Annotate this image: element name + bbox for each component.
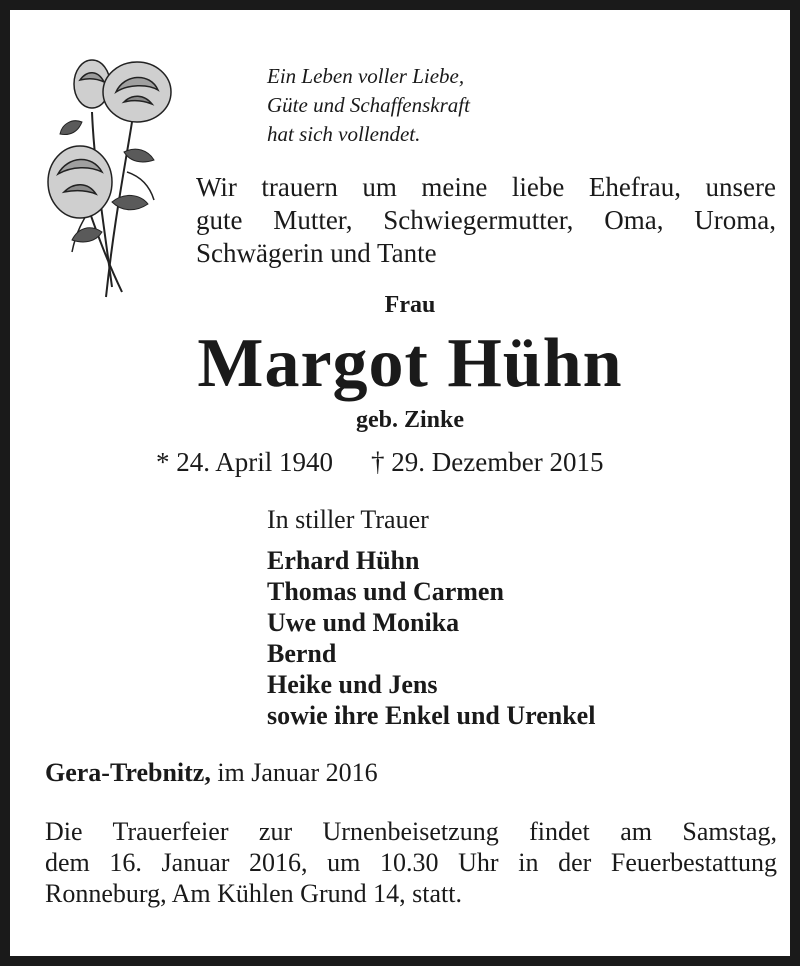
place-date [45, 758, 378, 788]
mourner-name: Uwe und Monika [267, 608, 460, 637]
place-month: im Januar 2016 [217, 758, 378, 787]
life-dates [156, 447, 603, 478]
roses-icon [32, 52, 182, 302]
funeral-line: Ronneburg, Am Kühlen Grund 14, statt. [45, 879, 462, 908]
mourner-name: Bernd [267, 639, 337, 668]
funeral-line: dem 16. Januar 2016, um 10.30 Uhr in der Feuerbestattung [45, 848, 777, 877]
intro-line: Wir trauern um meine liebe Ehefrau, unsere [196, 172, 776, 202]
motto-line: Ein Leben voller Liebe, [267, 64, 465, 88]
motto-line: Güte und Schaffenskraft [267, 93, 470, 117]
intro-text [196, 171, 776, 270]
funeral-info [45, 816, 777, 909]
death-date: † 29. Dezember 2015 [371, 447, 604, 477]
intro-line: Schwägerin und Tante [196, 238, 437, 268]
mourner-name: sowie ihre Enkel und Urenkel [267, 701, 596, 730]
place-town: Gera-Trebnitz, [45, 758, 211, 787]
mourner-name: Erhard Hühn [267, 546, 420, 575]
mourner-name: Thomas und Carmen [267, 577, 504, 606]
maiden-name: geb. Zinke [355, 407, 465, 433]
mourning-heading: In stiller Trauer [267, 505, 429, 534]
intro-line: gute Mutter, Schwiegermutter, Oma, Uroma, [196, 205, 776, 235]
birth-date: * 24. April 1940 [156, 447, 334, 477]
motto [267, 62, 470, 149]
mourners-list [267, 545, 595, 731]
motto-line: hat sich vollendet. [267, 122, 421, 146]
deceased-name: Margot Hühn [197, 325, 623, 402]
mourner-name: Heike und Jens [267, 670, 438, 699]
salutation: Frau [384, 292, 436, 318]
funeral-line: Die Trauerfeier zur Urnenbeisetzung findet am Samstag, [45, 817, 777, 846]
